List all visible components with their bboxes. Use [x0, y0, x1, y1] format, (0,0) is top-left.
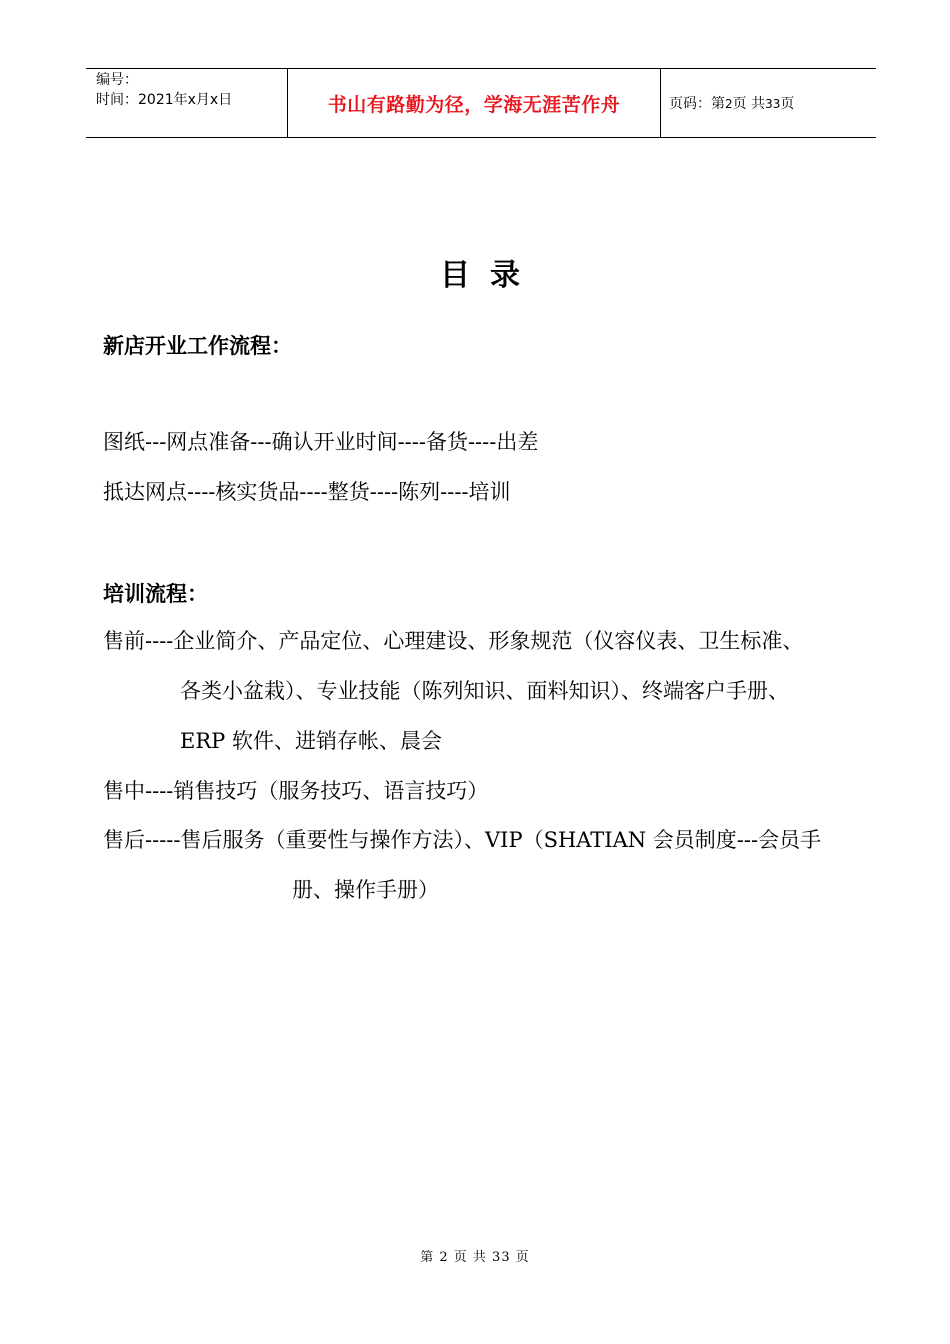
opening-workflow-line: 图纸---网点准备---确认开业时间----备货----出差	[103, 430, 539, 454]
opening-workflow-line: 抵达网点----核实货品----整货----陈列----培训	[103, 480, 511, 504]
header-motto: 书山有路勤为径，学海无涯苦作舟	[327, 93, 621, 116]
training-line: ERP 软件、进销存帐、晨会	[180, 729, 442, 753]
opening-workflow-heading: 新店开业工作流程：	[103, 334, 292, 358]
training-line: 各类小盆栽）、专业技能（陈列知识、面料知识）、终端客户手册、	[180, 679, 789, 703]
page-current: 2	[725, 97, 733, 111]
page-suffix: 页	[780, 96, 795, 112]
document-header	[86, 68, 876, 138]
training-workflow-heading: 培训流程：	[103, 582, 208, 606]
training-line: 册、操作手册）	[292, 878, 439, 902]
page-footer: 第 2 页 共 33 页	[420, 1250, 530, 1265]
training-line: 售后-----售后服务（重要性与操作方法）、VIP（SHATIAN 会员制度---会员手	[103, 828, 822, 852]
page-middle: 页 共	[732, 96, 766, 112]
header-left-cell	[86, 69, 288, 137]
header-page-info	[669, 93, 794, 113]
document-time-label: 时间：2021年x月x日	[96, 92, 233, 108]
page-prefix: 页码：第	[669, 96, 725, 112]
page-title: 目录	[440, 258, 540, 293]
header-motto-cell	[288, 69, 661, 137]
page-total: 33	[765, 97, 781, 111]
document-number-label: 编号：	[96, 72, 138, 88]
training-line: 售中----销售技巧（服务技巧、语言技巧）	[103, 779, 489, 803]
training-line: 售前----企业简介、产品定位、心理建设、形象规范（仪容仪表、卫生标准、	[103, 629, 804, 653]
header-page-cell	[661, 69, 876, 137]
